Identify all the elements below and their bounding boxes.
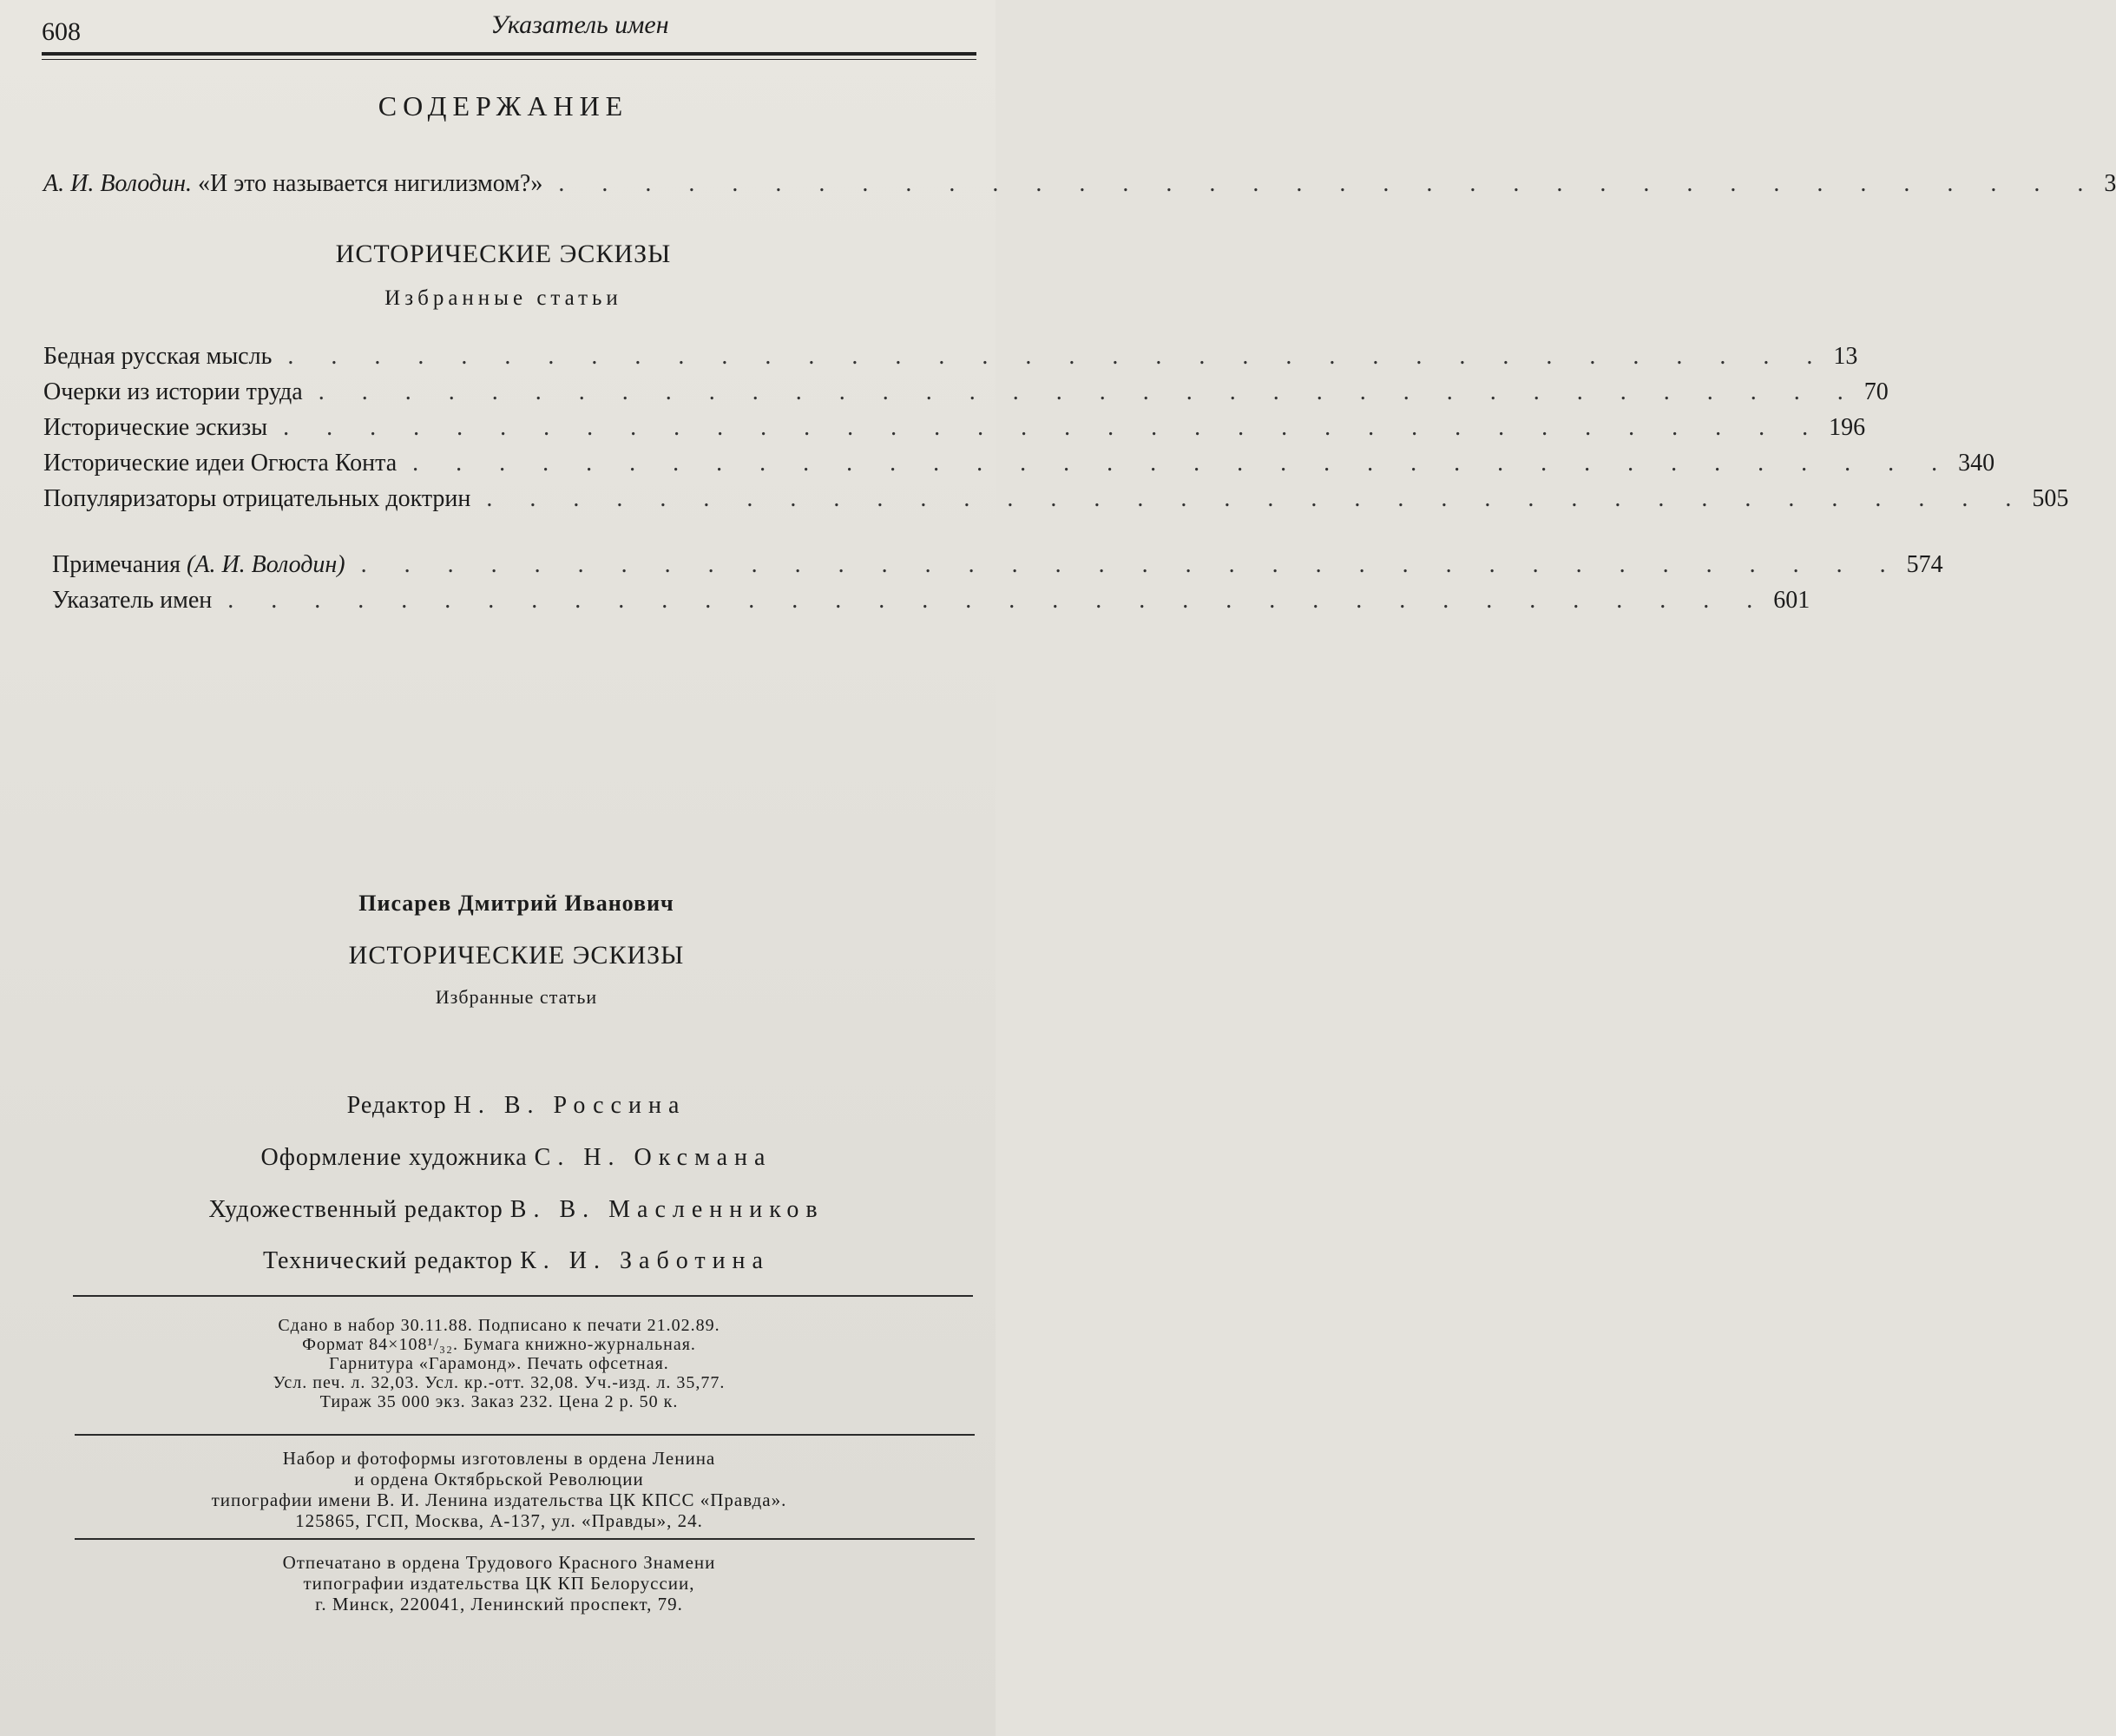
toc-entry-page: 196 [1829, 414, 1866, 441]
toc-entry [43, 378, 1889, 411]
dot-leader: . . . . . . . . . . . . . . . . . . . . . . . . . . . . . . . . . . . . [227, 587, 1769, 614]
running-title: Указатель имен [490, 10, 669, 39]
imprint-rule [75, 1434, 975, 1436]
toc-entry-page: 505 [2032, 485, 2069, 512]
dot-leader: . . . . . . . . . . . . . . . . . . . . . . . . . . . . . . . . . . . . [412, 450, 1954, 477]
toc-entry-text: Примечания [52, 551, 181, 578]
section-title: ИСТОРИЧЕСКИЕ ЭСКИЗЫ [335, 240, 672, 268]
printing-line: Усл. печ. л. 32,03. Усл. кр.-отт. 32,08. Уч.-изд. л. 35,77. [273, 1373, 726, 1392]
toc-entry-title: Указатель имен [52, 587, 213, 614]
credit-designer [0, 1144, 1033, 1172]
typesetting-line: типографии имени В. И. Ленина издательства ЦК КПСС «Правда». [211, 1489, 787, 1510]
toc-entry [43, 414, 1866, 447]
credit-tech-editor [0, 1247, 1033, 1275]
toc-entry-notes [52, 551, 1943, 584]
header-rule [42, 52, 976, 60]
toc-entry-page: 13 [1833, 343, 1858, 370]
credit-role: Технический редактор [263, 1247, 514, 1274]
typesetting-line: и ордена Октябрьской Революции [354, 1469, 644, 1489]
printed-line: Отпечатано в ордена Трудового Красного Знамени [282, 1552, 716, 1573]
printing-line: Сдано в набор 30.11.88. Подписано к печати 21.02.89. [278, 1316, 720, 1335]
toc-entry-title [43, 170, 542, 198]
credit-name: С. Н. Оксмана [534, 1144, 772, 1171]
imprint-rule [73, 1295, 973, 1297]
toc-entry-author: А. И. Володин. [43, 170, 192, 197]
toc-entry-intro [43, 170, 2116, 203]
toc-entry-title: Популяризаторы отрицательных доктрин [43, 485, 471, 512]
toc-entry [43, 485, 2069, 518]
dot-leader: . . . . . . . . . . . . . . . . . . . . . . . . . . . . . . . . . . . . [360, 551, 1902, 578]
contents-heading: СОДЕРЖАНИЕ [378, 90, 629, 122]
imprint-title: ИСТОРИЧЕСКИЕ ЭСКИЗЫ [348, 941, 685, 970]
credit-art-editor [0, 1196, 1033, 1224]
typesetting-note [0, 1448, 998, 1531]
toc-entry-note: (А. И. Володин) [187, 551, 345, 578]
toc-entry-text: «И это называется нигилизмом?» [197, 170, 543, 197]
toc-entry [43, 450, 1995, 483]
toc-entry [43, 343, 1858, 376]
toc-entry-title [52, 551, 345, 579]
dot-leader: . . . . . . . . . . . . . . . . . . . . . . . . . . . . . . . . . . . . [558, 170, 2100, 197]
dot-leader: . . . . . . . . . . . . . . . . . . . . . . . . . . . . . . . . . . . . [287, 343, 1829, 370]
toc-entry-title: Бедная русская мысль [43, 343, 273, 370]
toc-entry-index [52, 587, 1810, 620]
page-number: 608 [42, 17, 81, 46]
toc-entry-title: Исторические идеи Огюста Конта [43, 450, 398, 477]
credit-role: Редактор [346, 1092, 447, 1119]
printing-line: Тираж 35 000 экз. Заказ 232. Цена 2 р. 50 к. [319, 1392, 679, 1411]
toc-entry-page: 70 [1863, 378, 1889, 405]
printing-line: Формат 84×108¹/₃₂. Бумага книжно-журнальная. [302, 1335, 696, 1354]
printing-data [0, 1316, 998, 1411]
imprint-rule [75, 1538, 975, 1540]
typesetting-line: Набор и фотоформы изготовлены в ордена Ленина [282, 1448, 716, 1469]
toc-entry-page: 340 [1958, 450, 1995, 477]
dot-leader: . . . . . . . . . . . . . . . . . . . . . . . . . . . . . . . . . . . . [486, 485, 2027, 512]
credit-name: К. И. Заботина [520, 1247, 770, 1274]
credit-name: В. В. Масленников [509, 1196, 825, 1223]
typesetting-line: 125865, ГСП, Москва, А-137, ул. «Правды», 24. [295, 1510, 703, 1531]
credit-editor [0, 1092, 1033, 1120]
running-head [42, 7, 976, 52]
toc-entry-page: 601 [1773, 587, 1810, 614]
section-subtitle: Избранные статьи [384, 286, 622, 310]
printed-note [0, 1552, 998, 1614]
dot-leader: . . . . . . . . . . . . . . . . . . . . . . . . . . . . . . . . . . . . [283, 414, 1824, 441]
toc-entry-page: 3 [2104, 170, 2116, 197]
printing-line: Гарнитура «Гарамонд». Печать офсетная. [329, 1354, 669, 1373]
printed-line: типографии издательства ЦК КП Белоруссии, [303, 1573, 695, 1594]
printed-line: г. Минск, 220041, Ленинский проспект, 79. [315, 1594, 683, 1614]
credit-name: Н. В. Россина [453, 1092, 687, 1119]
toc-entry-title: Очерки из истории труда [43, 378, 303, 405]
toc-entry-title: Исторические эскизы [43, 414, 268, 441]
imprint-subtitle: Избранные статьи [435, 986, 598, 1008]
toc-entry-page: 574 [1906, 551, 1943, 578]
dot-leader: . . . . . . . . . . . . . . . . . . . . . . . . . . . . . . . . . . . . [318, 378, 1859, 405]
credit-role: Оформление художника [260, 1144, 528, 1171]
credit-role: Художественный редактор [208, 1196, 503, 1223]
imprint-author: Писарев Дмитрий Иванович [358, 891, 674, 916]
